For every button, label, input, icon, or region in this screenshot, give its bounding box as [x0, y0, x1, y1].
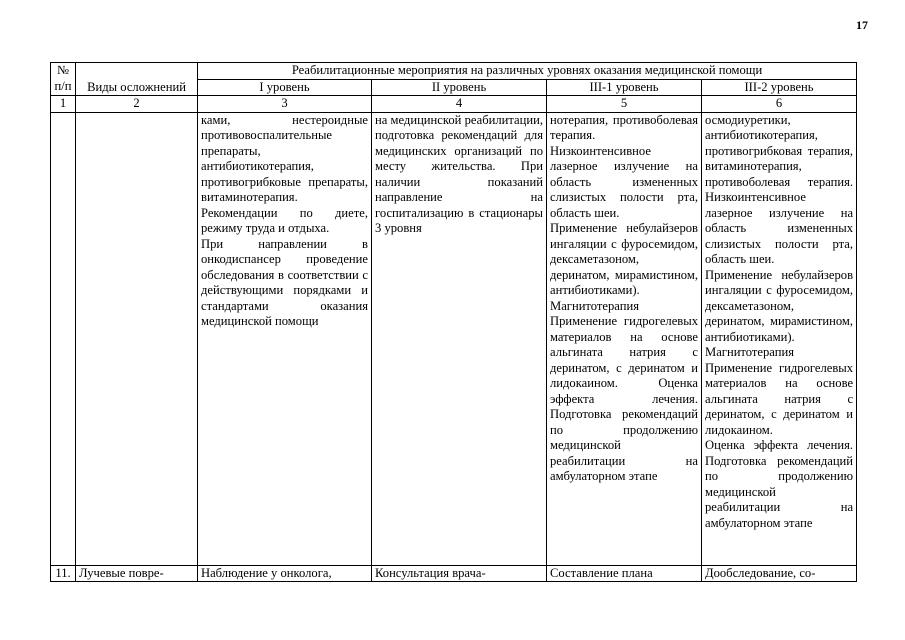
header-complication-types: Виды осложнений	[76, 63, 198, 96]
header-number-symbol: №	[56, 63, 70, 77]
row-cont-level-3-1: нотерапия, противоболевая терапия. Низкоинтенсивное лазерное излучение на область измененных слизистых полости рта, область шеи. Применение небулайзеров ингаляции с фуросемидом, дексаметазоном, деринатом, мирамистином, антибиотиками). Магнитотерапия Применение гидрогелевых материалов на основе альгината натрия с деринатом, с деринатом и лидокаином. Оценка эффекта лечения. Подготовка рекомендаций по продолжению медицинской реабилитации на амбулаторном этапе	[547, 112, 702, 565]
row-11-level-2: Консультация врача-	[372, 565, 547, 582]
page-number: 17	[856, 18, 868, 32]
header-level-3-1: III-1 уровень	[547, 79, 702, 96]
row-cont-complication	[76, 112, 198, 565]
column-number-6: 6	[702, 96, 857, 113]
table-row	[51, 565, 857, 582]
column-number-3: 3	[198, 96, 372, 113]
row-11-level-1: Наблюдение у онколога,	[198, 565, 372, 582]
table-row	[51, 112, 857, 565]
row-cont-level-3-2: осмодиуретики, антибиотикотерапия, противогрибковая терапия, витаминотерапия, противоболевая терапия. Низкоинтенсивное лазерное излучение на область измененных слизистых полости рта, область шеи. Применение небулайзеров ингаляции с фуросемидом, дексаметазоном, деринатом, мирамистином, антибиотиками). Магнитотерапия Применение гидрогелевых материалов на основе альгината натрия с деринатом, с деринатом и лидокаином. Оценка эффекта лечения. Подготовка рекомендаций по продолжению медицинской реабилитации на амбулаторном этапе	[702, 112, 857, 565]
header-number-cell	[51, 63, 76, 96]
header-level-1: I уровень	[198, 79, 372, 96]
row-cont-level-1: ками, нестероидные противовоспалительные препараты, антибиотикотерапия, противогрибковые препараты, витаминотерапия. Рекомендации по диете, режиму труда и отдыха. При направлении в онкодиспансер проведение обследования в соответствии с действующими порядками и стандартами оказания медицинской помощи	[198, 112, 372, 565]
header-level-3-2: III-2 уровень	[702, 79, 857, 96]
header-number-label: п/п	[54, 78, 72, 93]
header-level-2: II уровень	[372, 79, 547, 96]
row-11-level-3-2: Дообследование, со-	[702, 565, 857, 582]
column-number-5: 5	[547, 96, 702, 113]
row-cont-level-2: на медицинской реабилитации, подготовка рекомендаций для медицинских организаций по месту жительства. При наличии показаний направление на госпитализацию в стационары 3 уровня	[372, 112, 547, 565]
column-number-4: 4	[372, 96, 547, 113]
row-11-complication: Лучевые повре-	[76, 565, 198, 582]
rehabilitation-table	[50, 62, 857, 582]
header-rehabilitation-group: Реабилитационные мероприятия на различных уровнях оказания медицинской помощи	[198, 63, 857, 80]
row-cont-number	[51, 112, 76, 565]
row-11-number: 11.	[51, 565, 76, 582]
row-11-level-3-1: Составление плана	[547, 565, 702, 582]
column-number-1: 1	[51, 96, 76, 113]
column-number-2: 2	[76, 96, 198, 113]
